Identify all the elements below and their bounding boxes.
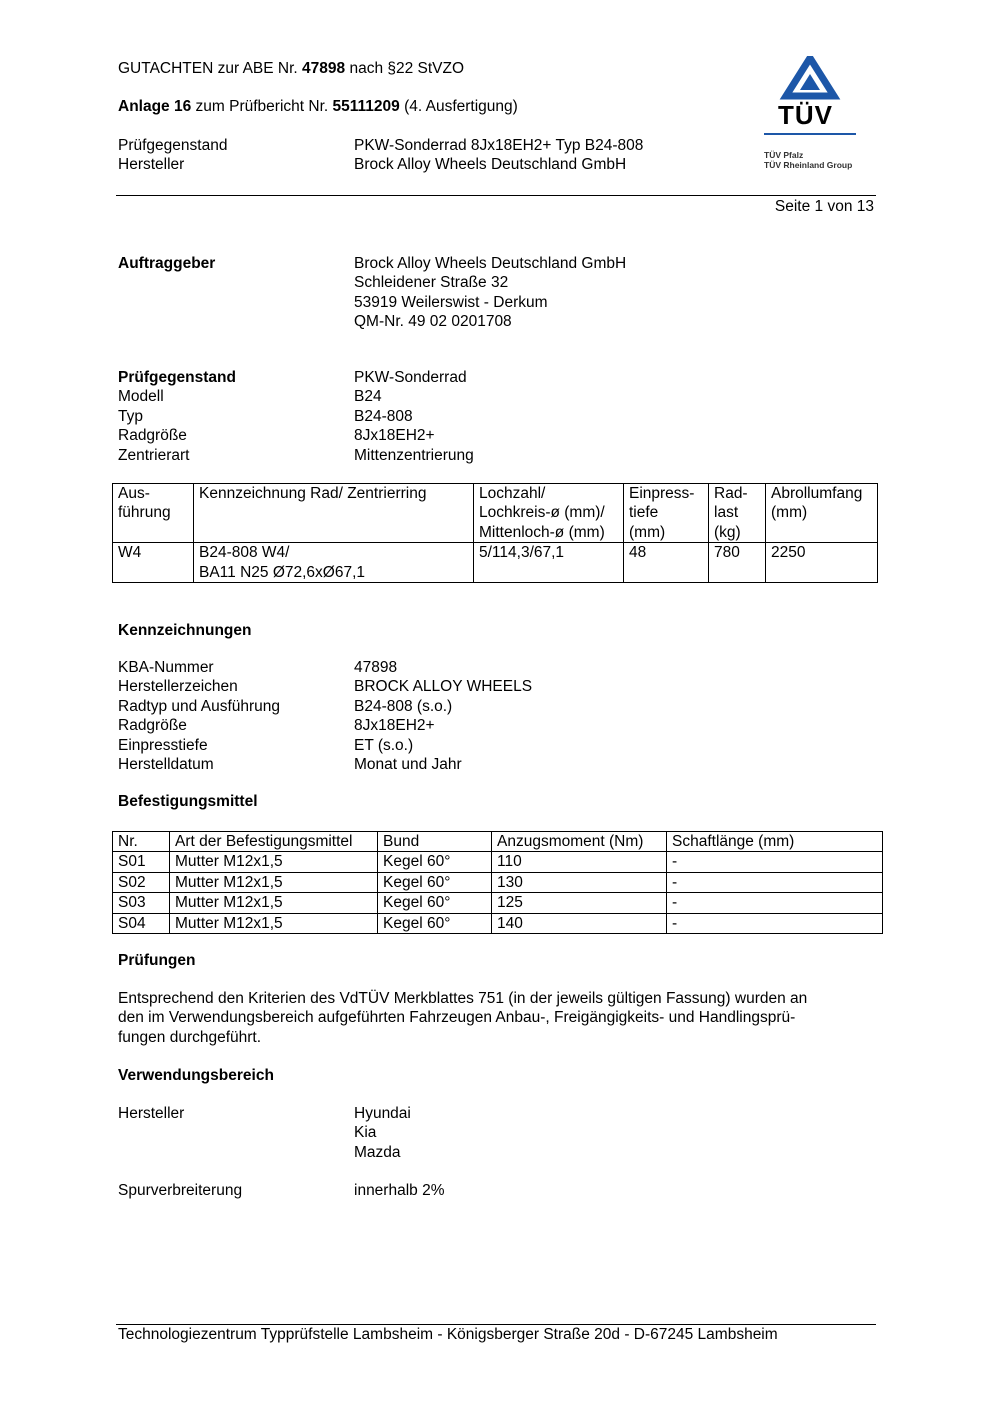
pruefungen-text (118, 989, 888, 1047)
header-fields (118, 136, 818, 175)
auftraggeber-row (118, 254, 818, 332)
cell: Kegel 60° (378, 852, 492, 872)
kz-row (118, 716, 818, 735)
cell-text: 780 (714, 544, 740, 562)
footer-text: Technologiezentrum Typprüfstelle Lambsheim - Königsberger Straße 20d - D-67245 Lambsheim (118, 1326, 778, 1343)
auftraggeber-label: Auftraggeber (118, 255, 216, 272)
header-line-2-post: (4. Ausfertigung) (399, 98, 518, 115)
cell (766, 543, 878, 583)
cell (624, 543, 709, 583)
cell: 130 (492, 872, 667, 892)
cell-text: 5/114,3/67,1 (479, 544, 565, 562)
kz-row (118, 755, 818, 774)
kz-row (118, 736, 818, 755)
header-text: (mm) (629, 523, 666, 541)
header-line-2 (118, 97, 518, 116)
header-text: (kg) (714, 523, 741, 541)
cell: Mutter M12x1,5 (170, 913, 378, 933)
pg-row (118, 426, 818, 445)
manufacturer-list (354, 1104, 818, 1162)
auftraggeber-block (118, 254, 818, 332)
kennzeichnungen-title: Kennzeichnungen (118, 622, 252, 639)
verwendung-title: Verwendungsbereich (118, 1067, 274, 1084)
cell: S02 (113, 872, 170, 892)
pg-key: Radgröße (118, 427, 187, 445)
list-item: Mazda (354, 1143, 401, 1161)
header-text: Aus- (118, 485, 150, 502)
kz-row (118, 697, 818, 716)
pg-value: PKW-Sonderrad (354, 369, 467, 386)
verwendung-spur (118, 1181, 818, 1200)
cell: Kegel 60° (378, 913, 492, 933)
header-cell (194, 484, 474, 543)
vb-row (118, 1104, 818, 1162)
kz-value: BROCK ALLOY WHEELS (354, 678, 533, 696)
address-line: QM-Nr. 49 02 0201708 (354, 313, 512, 331)
header-text: Kennzeichnung Rad/ Zentrierring (199, 485, 427, 502)
header-cell: Nr. (113, 832, 170, 852)
kz-key: Radtyp und Ausführung (118, 697, 281, 715)
pg-row (118, 446, 818, 465)
tuv-logo (760, 56, 860, 176)
cell-text: W4 (118, 544, 142, 562)
kz-value: 8Jx18EH2+ (354, 717, 435, 735)
cell-text: BA11 N25 Ø72,6xØ67,1 (199, 563, 366, 581)
pruefbericht-number: 55111209 (332, 98, 400, 115)
header-field (118, 136, 818, 155)
header-text: führung (118, 504, 171, 522)
kz-key: Herstelldatum (118, 756, 214, 774)
header-line-2-mid: zum Prüfbericht Nr. (191, 98, 333, 115)
pg-value: B24 (354, 388, 382, 406)
cell (474, 543, 624, 583)
kz-value: B24-808 (s.o.) (354, 697, 453, 715)
kennzeichnungen-block (118, 658, 818, 774)
cell: Mutter M12x1,5 (170, 893, 378, 913)
logo-underline (764, 133, 856, 135)
pruefgegenstand-block (118, 368, 818, 465)
field-key: Hersteller (118, 156, 185, 174)
pg-key: Zentrierart (118, 446, 190, 464)
paragraph-line: den im Verwendungsbereich aufgeführten Fahrzeugen Anbau-, Freigängigkeits- und Handlingsprü- (118, 1009, 796, 1027)
header-text: (mm) (771, 504, 808, 522)
pg-value: B24-808 (354, 407, 413, 425)
abe-number: 47898 (302, 60, 346, 77)
kz-value: 47898 (354, 659, 398, 676)
cell: - (667, 852, 883, 872)
header-text: last (714, 504, 739, 522)
header-cell: Bund (378, 832, 492, 852)
pg-key: Typ (118, 407, 143, 425)
pg-value: Mittenzentrierung (354, 446, 474, 464)
cell: - (667, 913, 883, 933)
cell: 140 (492, 913, 667, 933)
header-cell (113, 484, 194, 543)
kz-key: KBA-Nummer (118, 659, 214, 676)
cell: - (667, 872, 883, 892)
field-key: Prüfgegenstand (118, 137, 228, 154)
logo-brand: TÜV (778, 100, 833, 130)
address-line: Brock Alloy Wheels Deutschland GmbH (354, 255, 627, 272)
befestigung-title: Befestigungsmittel (118, 793, 258, 810)
vb-key: Hersteller (118, 1105, 185, 1122)
logo-sub-1: TÜV Pfalz (764, 150, 804, 160)
page-number: Seite 1 von 13 (774, 198, 874, 215)
header-text: Einpress- (629, 485, 695, 502)
wheel-table-header (113, 484, 878, 543)
cell: Kegel 60° (378, 872, 492, 892)
befestigung-table (112, 831, 883, 934)
header-cell (474, 484, 624, 543)
wheel-table (112, 483, 878, 583)
cell (113, 543, 194, 583)
cell: 125 (492, 893, 667, 913)
befestigung-header (113, 832, 883, 852)
header-cell: Anzugsmoment (Nm) (492, 832, 667, 852)
paragraph-line: Entsprechend den Kriterien des VdTÜV Merkblattes 751 (in der jeweils gültigen Fassung) wurden an (118, 990, 808, 1007)
auftraggeber-address (354, 254, 818, 332)
cell: Mutter M12x1,5 (170, 872, 378, 892)
list-item: Kia (354, 1124, 377, 1142)
pg-row (118, 387, 818, 406)
vb-value: innerhalb 2% (354, 1182, 445, 1199)
address-line: 53919 Weilerswist - Derkum (354, 293, 548, 311)
header-cell (709, 484, 766, 543)
field-value: Brock Alloy Wheels Deutschland GmbH (354, 156, 627, 174)
anlage-label: Anlage 16 (118, 98, 192, 115)
header-line-1 (118, 59, 464, 78)
header-cell (766, 484, 878, 543)
logo-sub-2: TÜV Rheinland Group (764, 160, 853, 170)
kz-value: ET (s.o.) (354, 736, 414, 754)
pg-row (118, 407, 818, 426)
pg-key: Prüfgegenstand (118, 369, 236, 386)
kz-row (118, 677, 818, 696)
cell: Kegel 60° (378, 893, 492, 913)
header-text: Rad- (714, 485, 748, 502)
cell (194, 543, 474, 583)
cell: Mutter M12x1,5 (170, 852, 378, 872)
header-cell: Schaftlänge (mm) (667, 832, 883, 852)
address-line: Schleidener Straße 32 (354, 274, 509, 292)
pg-row (118, 368, 818, 387)
table-row (113, 872, 883, 892)
table-row (113, 543, 878, 583)
kz-key: Radgröße (118, 717, 187, 735)
header-text: Mittenloch-ø (mm) (479, 523, 605, 541)
header-rule (116, 195, 876, 196)
header-line-1-pre: GUTACHTEN zur ABE Nr. (118, 60, 303, 77)
cell: S01 (113, 852, 170, 872)
vb-row (118, 1181, 818, 1200)
pg-value: 8Jx18EH2+ (354, 427, 435, 445)
cell-text: 2250 (771, 544, 806, 562)
cell-text: 48 (629, 544, 647, 562)
kz-value: Monat und Jahr (354, 756, 462, 774)
table-row (113, 913, 883, 933)
table-row (113, 893, 883, 913)
cell (709, 543, 766, 583)
header-field (118, 155, 818, 174)
pg-key: Modell (118, 388, 164, 406)
verwendung-hersteller (118, 1104, 818, 1162)
cell: S03 (113, 893, 170, 913)
field-value: PKW-Sonderrad 8Jx18EH2+ Typ B24-808 (354, 137, 644, 154)
cell: S04 (113, 913, 170, 933)
cell: 110 (492, 852, 667, 872)
header-line-1-post: nach §22 StVZO (345, 60, 465, 77)
header-cell: Art der Befestigungsmittel (170, 832, 378, 852)
kz-key: Herstellerzeichen (118, 678, 238, 696)
pruefungen-title: Prüfungen (118, 952, 196, 969)
header-text: Lochzahl/ (479, 485, 546, 502)
cell: - (667, 893, 883, 913)
list-item: Hyundai (354, 1105, 411, 1122)
paragraph-line: fungen durchgeführt. (118, 1028, 262, 1046)
kz-row (118, 658, 818, 677)
header-text: tiefe (629, 504, 659, 522)
header-text: Abrollumfang (771, 485, 863, 502)
kz-key: Einpresstiefe (118, 736, 208, 754)
cell-text: B24-808 W4/ (199, 544, 290, 562)
table-row (113, 852, 883, 872)
vb-key: Spurverbreiterung (118, 1182, 243, 1199)
header-text: Lochkreis-ø (mm)/ (479, 504, 605, 522)
header-cell (624, 484, 709, 543)
